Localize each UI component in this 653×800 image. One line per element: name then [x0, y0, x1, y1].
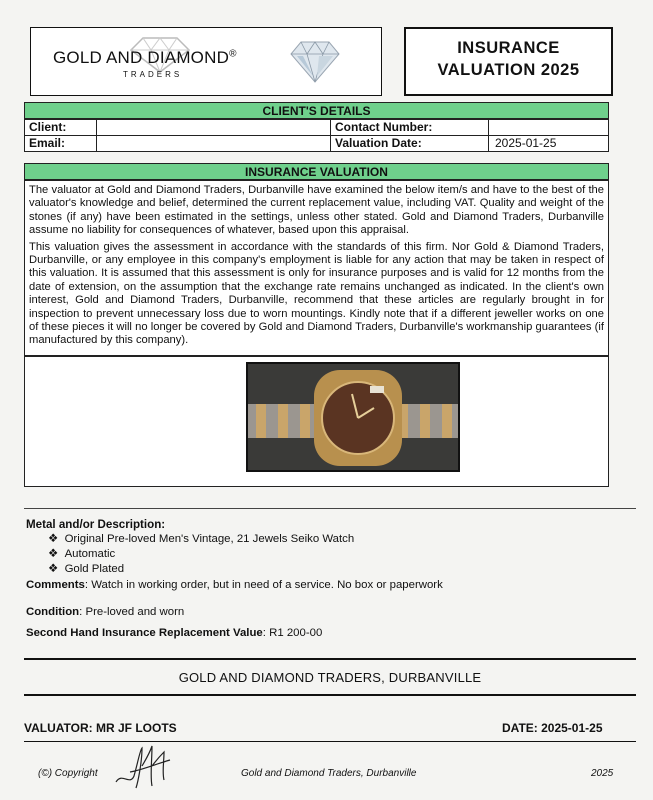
- list-item: ❖ Automatic: [48, 548, 116, 560]
- email-label: Email:: [24, 135, 97, 152]
- logo-box: [30, 27, 382, 96]
- description-divider: [24, 508, 636, 509]
- watch-photo: [246, 362, 460, 472]
- footer-company-italic: Gold and Diamond Traders, Durbanville: [241, 768, 417, 779]
- client-label: Client:: [24, 119, 97, 136]
- condition-line: Condition: Pre-loved and worn: [26, 606, 185, 618]
- title-line2: VALUATION 2025: [437, 61, 580, 79]
- valuation-paragraph-2: This valuation gives the assessment in accordance with the standards of this firm. Nor Gold & Diamond Traders, Durbanville, or any employee in this company's employment is liable for any action that may be taken in respect of this valuation. It is assumed that this assessment is only for insurance purposes and is valid for 12 months from the date of extension, on the assumption that the exchange rate remains unchanged as indicated. In the client's own interest, Gold and Diamond Traders, Durbanville, recommend that these articles are regularly brought in for inspection to prevent unnecessary loss due to worn mountings. Kindly note that if a different jeweller works on one of these pieces it will no longer be covered by Gold and Diamond Traders, Durbanville's workmanship guarantees (if manufactured by this company).: [29, 240, 604, 347]
- insurance-valuation-body: [24, 180, 609, 356]
- list-item: ❖ Original Pre-loved Men's Vintage, 21 Jewels Seiko Watch: [48, 533, 355, 545]
- insurance-valuation-heading: INSURANCE VALUATION: [24, 163, 609, 180]
- footer-date: DATE: 2025-01-25: [502, 721, 603, 735]
- watch-image: [248, 364, 460, 472]
- clients-details-heading: CLIENT'S DETAILS: [24, 102, 609, 119]
- comments-line: Comments: Watch in working order, but in need of a service. No box or paperwork: [26, 579, 443, 591]
- email-field: [96, 135, 331, 152]
- list-item: ❖ Gold Plated: [48, 563, 125, 575]
- valuation-date-value: 2025-01-25: [488, 135, 609, 152]
- diamond-bullet-icon: ❖: [48, 563, 59, 575]
- footer-year: 2025: [591, 768, 614, 779]
- brand-name: GOLD AND DIAMOND®: [53, 48, 237, 67]
- diamond-icon: [289, 38, 341, 84]
- title-line1: INSURANCE: [457, 39, 560, 57]
- company-banner-text: GOLD AND DIAMOND TRADERS, DURBANVILLE: [178, 670, 482, 685]
- title-box: [404, 27, 613, 96]
- diamond-bullet-icon: ❖: [48, 548, 59, 560]
- valuator-name: VALUATOR: MR JF LOOTS: [24, 721, 177, 735]
- valuation-date-label: Valuation Date:: [330, 135, 489, 152]
- company-banner: [24, 658, 636, 696]
- copyright-text: (©) Copyright: [38, 768, 98, 779]
- contact-field: [488, 119, 609, 136]
- diamond-bullet-icon: ❖: [48, 533, 59, 545]
- description-section: [24, 506, 636, 652]
- valuation-paragraph-1: The valuator at Gold and Diamond Traders, Durbanville have examined the below item/s and have to the best of the valuator's knowledge and belief, determined the current replacement value, including VAT. Quality and weight of the stones (if any) have been estimated in the settings, unless other stated. Gold and Diamond Traders, Durbanville assume no liability for consequences of whatever, based upon this appraisal.: [29, 184, 604, 237]
- contact-label: Contact Number:: [330, 119, 489, 136]
- brand-sub: TRADERS: [123, 70, 183, 79]
- bullet-list: [48, 532, 354, 576]
- metal-description-heading: Metal and/or Description:: [26, 518, 166, 531]
- client-field: [96, 119, 331, 136]
- replacement-value-line: Second Hand Insurance Replacement Value: R1 200-00: [26, 627, 323, 639]
- signature: [112, 742, 176, 792]
